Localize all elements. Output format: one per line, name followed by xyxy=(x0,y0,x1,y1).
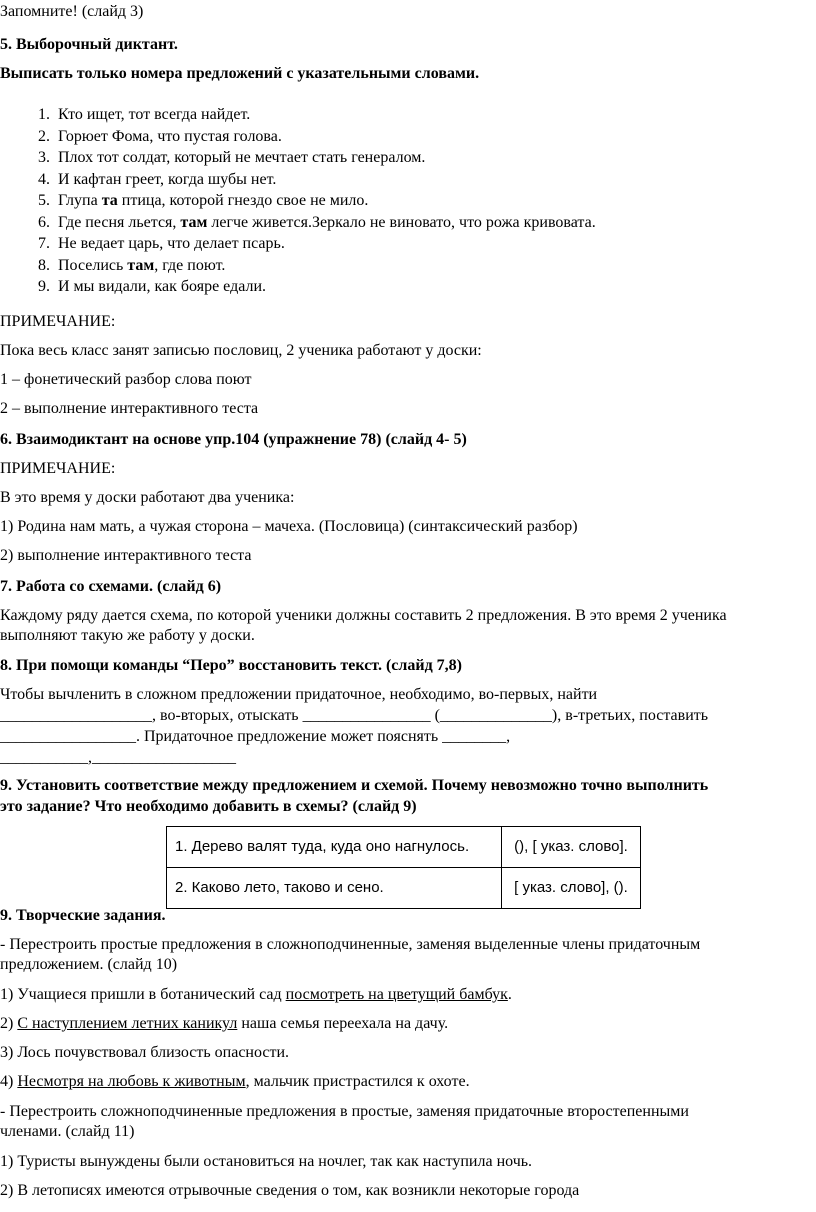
section-8-title: 8. При помощи команды “Перо” восстановить текст. (слайд 7,8) xyxy=(0,657,463,674)
sentence-cell: 1. Дерево валят туда, куда оно нагнулось. xyxy=(167,827,502,868)
proverb-list xyxy=(0,104,596,298)
table-row xyxy=(167,827,641,868)
schema-table xyxy=(166,826,641,909)
paragraph-line: Каждому ряду дается схема, по которой ученики должны составить 2 предложения. В это время 2 ученика xyxy=(0,607,727,624)
list-item: 2. Горюет Фома, что пустая голова. xyxy=(38,127,282,145)
exercise-line: 1) Туристы вынуждены были остановиться на ночлег, так как наступила ночь. xyxy=(0,1153,533,1170)
note-text: 1 – фонетический разбор слова поют xyxy=(0,371,252,388)
list-item: 8. Поселись там, где поют. xyxy=(38,256,226,274)
paragraph-line: членами. (слайд 11) xyxy=(0,1123,135,1140)
sentence-cell: 2. Каково лето, таково и сено. xyxy=(167,868,502,909)
section-5-title: 5. Выборочный диктант. xyxy=(0,36,178,53)
exercise-line: 2) В летописях имеются отрывочные сведения о том, как возникли некоторые города xyxy=(0,1182,580,1199)
note-text: 2) выполнение интерактивного теста xyxy=(0,547,252,564)
schema-cell: (), [ указ. слово]. xyxy=(502,827,641,868)
exercise-line: 4) Несмотря на любовь к животным, мальчик пристрастился к охоте. xyxy=(0,1073,470,1090)
note-label: ПРИМЕЧАНИЕ: xyxy=(0,313,116,330)
list-item: 3. Плох тот солдат, который не мечтает стать генералом. xyxy=(38,149,426,166)
paragraph-line: Чтобы вычленить в сложном предложении придаточное, необходимо, во-первых, найти xyxy=(0,686,598,703)
paragraph-line: _________________. Придаточное предложение может пояснять ________, xyxy=(0,728,511,745)
section-9-title: 9. Установить соответствие между предложением и схемой. Почему невозможно точно выполнить xyxy=(0,777,709,794)
exercise-line: 2) С наступлением летних каникул наша семья переехала на дачу. xyxy=(0,1015,449,1032)
section-7-title: 7. Работа со схемами. (слайд 6) xyxy=(0,578,222,595)
note-text: Пока весь класс занят записью пословиц, 2 ученика работают у доски: xyxy=(0,342,482,359)
paragraph-line: предложением. (слайд 10) xyxy=(0,956,178,973)
exercise-line: 1) Учащиеся пришли в ботанический сад посмотреть на цветущий бамбук. xyxy=(0,986,512,1003)
creative-tasks-title: 9. Творческие задания. xyxy=(0,907,166,924)
paragraph-line: выполняют такую же работу у доски. xyxy=(0,627,255,644)
list-item: 9. И мы видали, как бояре едали. xyxy=(38,278,266,295)
list-item: 5. Глупа та птица, которой гнездо свое не мило. xyxy=(38,192,369,209)
section-9-title: это задание? Что необходимо добавить в схемы? (слайд 9) xyxy=(0,798,417,815)
demonstrative-word: та xyxy=(101,192,118,209)
paragraph-line: - Перестроить сложноподчиненные предложения в простые, заменяя придаточные второстепенными xyxy=(0,1103,689,1120)
exercise-line: 3) Лось почувствовал близость опасности. xyxy=(0,1044,290,1061)
list-item: 4. И кафтан греет, когда шубы нет. xyxy=(38,170,277,188)
highlighted-member: Несмотря на любовь к животным xyxy=(17,1073,246,1090)
paragraph-line: ___________________, во-вторых, отыскать ________________ (______________), в-третьих, поставить xyxy=(0,707,709,724)
section-5-task: Выписать только номера предложений с указательными словами. xyxy=(0,65,480,82)
note-text: 1) Родина нам мать, а чужая сторона – мачеха. (Пословица) (синтаксический разбор) xyxy=(0,518,578,535)
list-item: 1. Кто ищет, тот всегда найдет. xyxy=(38,106,251,123)
paragraph-line: ___________,__________________ xyxy=(0,749,236,766)
demonstrative-word: там xyxy=(180,213,208,231)
highlighted-member: посмотреть на цветущий бамбук xyxy=(285,986,508,1003)
highlighted-member: С наступлением летних каникул xyxy=(17,1015,238,1032)
list-item: 7. Не ведает царь, что делает псарь. xyxy=(38,235,285,252)
section-6-title: 6. Взаимодиктант на основе упр.104 (упражнение 78) (слайд 4- 5) xyxy=(0,431,467,448)
reminder-line: Запомните! (слайд 3) xyxy=(0,3,144,20)
list-item: 6. Где песня льется, там легче живется.Зеркало не виновато, что рожа кривовата. xyxy=(38,213,596,231)
note-label: ПРИМЕЧАНИЕ: xyxy=(0,460,116,477)
schema-cell: [ указ. слово], (). xyxy=(502,868,641,909)
table-row xyxy=(167,868,641,909)
note-text: 2 – выполнение интерактивного теста xyxy=(0,400,259,417)
demonstrative-word: там xyxy=(127,256,155,274)
note-text: В это время у доски работают два ученика: xyxy=(0,489,295,506)
paragraph-line: - Перестроить простые предложения в сложноподчиненные, заменяя выделенные члены придаточным xyxy=(0,936,701,953)
